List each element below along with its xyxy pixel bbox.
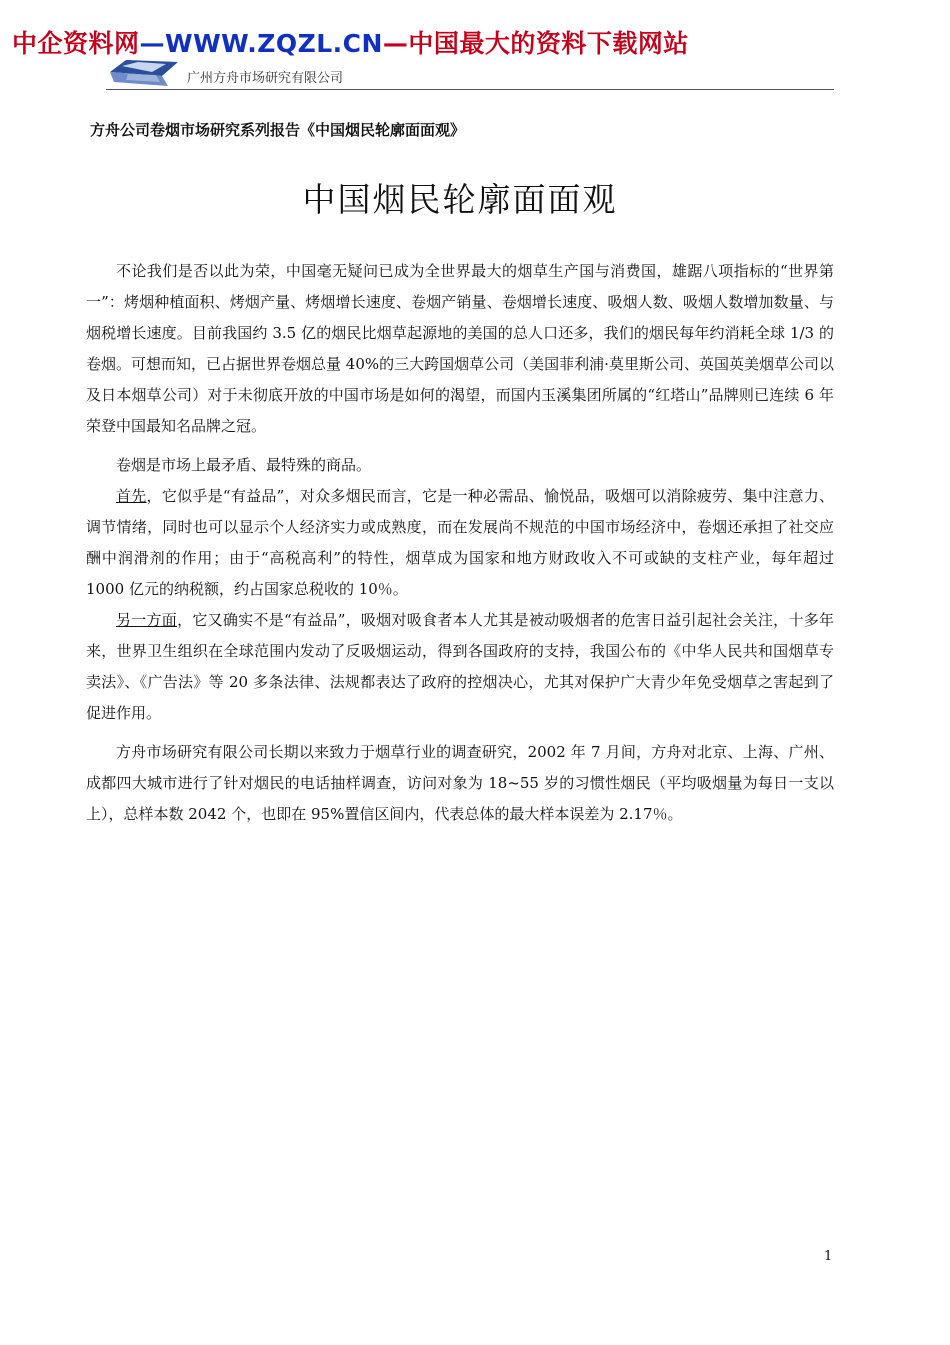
page-number: 1 xyxy=(824,1249,833,1264)
banner-site-name: 中企资料网 xyxy=(12,29,140,58)
second-point-text: ，它又确实不是“有益品”，吸烟对吸食者本人尤其是被动吸烟者的危害日益引起社会关注，十多年来，世界卫生组织在全球范围内发动了反吸烟运动，得到各国政府的支持，我国公布的《中华人民共和国烟草专卖法》、《广告法》等 20 多条法律、法规都表达了政府的控烟决心，尤其对保护广大青少年免受烟草之害起到了促进作用。 xyxy=(86,611,834,722)
paragraph-first-point xyxy=(86,481,834,605)
second-point-lead: 另一方面 xyxy=(116,611,178,629)
series-heading: 方舟公司卷烟市场研究系列报告《中国烟民轮廓面面观》 xyxy=(90,121,466,139)
site-banner xyxy=(12,24,689,60)
first-point-text: ，它似乎是“有益品”，对众多烟民而言，它是一种必需品、愉悦品，吸烟可以消除疲劳、集中注意力、调节情绪，同时也可以显示个人经济实力或成熟度，而在发展尚不规范的中国市场经济中，卷烟还承担了社交应酬中润滑剂的作用；由于“高税高利”的特性，烟草成为国家和地方财政收入不可或缺的支柱产业，每年超过 1000 亿元的纳税额，约占国家总税收的 10％。 xyxy=(86,487,834,598)
company-logo xyxy=(108,58,180,88)
company-name: 广州方舟市场研究有限公司 xyxy=(187,71,344,86)
first-point-lead: 首先 xyxy=(116,487,147,505)
document-title: 中国烟民轮廓面面观 xyxy=(302,180,618,219)
paragraph-thesis: 卷烟是市场上最矛盾、最特殊的商品。 xyxy=(116,456,372,474)
document-body xyxy=(86,256,834,830)
paragraph-methodology: 方舟市场研究有限公司长期以来致力于烟草行业的调查研究，2002 年 7 月间，方舟对北京、上海、广州、成都四大城市进行了针对烟民的电话抽样调查，访问对象为 18~55 岁的习惯性烟民（平均吸烟量为每日一支以上），总样本数 2042 个，也即在 95%置信区间内，代表总体的最大样本误差为 2.17％。 xyxy=(86,743,834,823)
banner-tagline: —中国最大的资料下载网站 xyxy=(382,29,689,58)
banner-url: —WWW.ZQZL.CN xyxy=(139,29,383,58)
paragraph-second-point xyxy=(86,605,834,729)
paragraph-intro: 不论我们是否以此为荣，中国毫无疑问已成为全世界最大的烟草生产国与消费国，雄踞八项指标的“世界第一”：烤烟种植面积、烤烟产量、烤烟增长速度、卷烟产销量、卷烟增长速度、吸烟人数、吸烟人数增加数量、与烟税增长速度。目前我国约 3.5 亿的烟民比烟草起源地的美国的总人口还多，我们的烟民每年约消耗全球 1/3 的卷烟。可想而知，已占据世界卷烟总量 40%的三大跨国烟草公司（美国菲利浦·莫里斯公司、英国英美烟草公司以及日本烟草公司）对于未彻底开放的中国市场是如何的渴望，而国内玉溪集团所属的“红塔山”品牌则已连续 6 年荣登中国最知名品牌之冠。 xyxy=(86,262,834,435)
header-divider xyxy=(106,89,834,90)
